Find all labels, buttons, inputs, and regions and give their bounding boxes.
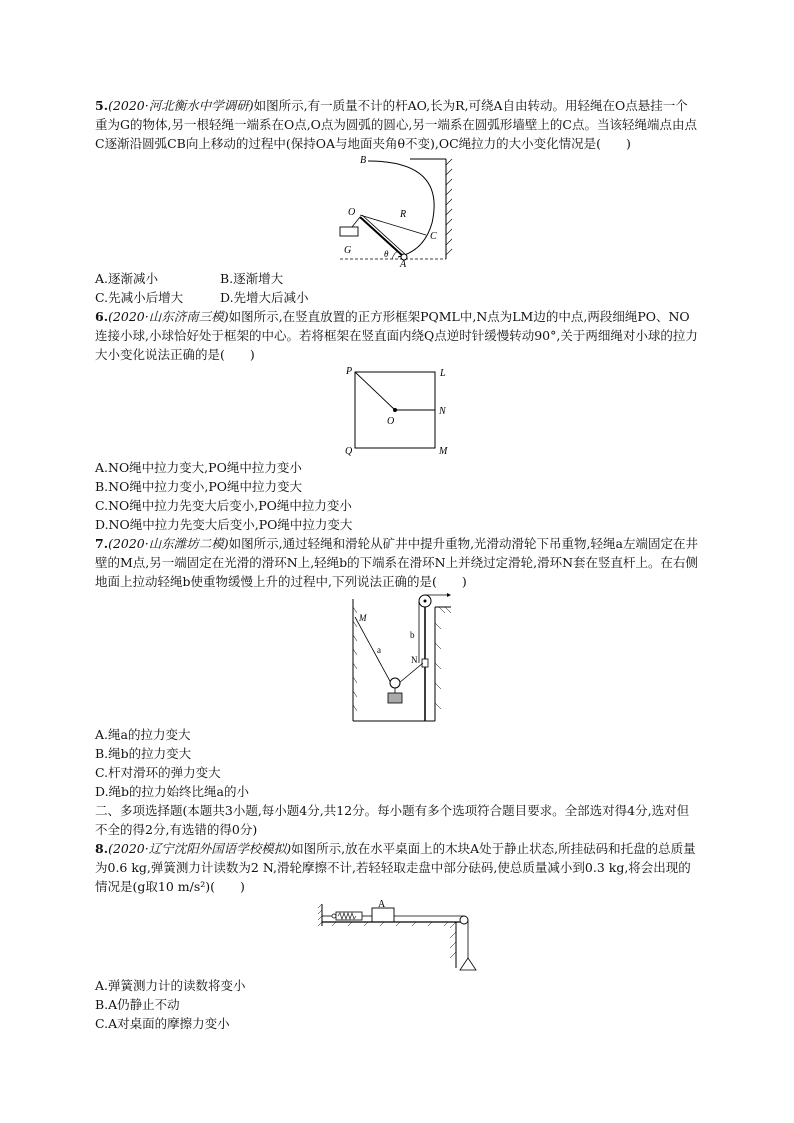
figure-q8-table-spring (318, 898, 478, 974)
q5-options-row1 (95, 269, 700, 288)
question-6 (95, 307, 700, 364)
q6-option-a[interactable]: A.NO绳中拉力变大,PO绳中拉力变小 (95, 460, 302, 475)
question-8 (95, 839, 700, 896)
question-number: 5. (95, 98, 109, 113)
label-B: B (359, 155, 366, 166)
q8-option-c[interactable]: C.A对桌面的摩擦力变小 (95, 1016, 230, 1031)
figure-q5-rod-arc (328, 155, 468, 267)
question-source: (2020·山东济南三模) (108, 309, 229, 324)
label-O: O (386, 416, 394, 427)
question-text: 如图所示,放在水平桌面上的木块A处于静止状态,所挂砝码和托盘的总质量为0.6 kg,弹簧测力计读数为2 N,滑轮摩擦不计,若轻轻取走盘中部分砝码,使总质量减小到0.3 kg,将会出现的情况是(g取10 m/s²)( ) (95, 841, 696, 894)
question-source: (2020·辽宁沈阳外国语学校模拟) (108, 841, 292, 856)
label-Q: Q (344, 446, 352, 456)
question-source: (2020·河北衡水中学调研) (108, 98, 254, 113)
label-M: M (438, 446, 447, 456)
question-number: 7. (95, 536, 109, 551)
question-text: 如图所示,有一质量不计的杆AO,长为R,可绕A自由转动。用轻绳在O点悬挂一个重为G的物体,另一根轻绳一端系在O点,O点为圆弧的圆心,另一端系在圆弧形墙壁上的C点。当该轻绳端点由点C逐渐沿圆弧CB向上移动的过程中(保持OA与地面夹角θ不变),OC绳拉力的大小变化情况是( ) (95, 98, 697, 151)
question-source: (2020·山东潍坊二模) (108, 536, 229, 551)
question-text: 如图所示,在竖直放置的正方形框架PQML中,N点为LM边的中点,两段细绳PO、NO连接小球,小球恰好处于框架的中心。若将框架在竖直面内绕Q点逆时针缓慢转动90°,关于两细绳对小球的拉力大小变化说法正确的是( ) (95, 309, 698, 362)
label-theta: θ (383, 249, 388, 259)
q5-option-c[interactable]: C.先减小后增大 (95, 290, 184, 305)
question-number: 8. (95, 841, 109, 856)
question-5 (95, 96, 700, 153)
label-A: A (377, 899, 385, 910)
q5-option-b[interactable]: B.逐渐增大 (220, 271, 284, 286)
figure-q6-square-frame (343, 366, 453, 456)
label-M: M (358, 613, 366, 623)
question-number: 6. (95, 309, 109, 324)
label-N: N (410, 655, 417, 665)
section-heading: 二、多项选择题(本题共3小题,每小题4分,共12分。每小题有多个选项符合题目要求。全部选对得4分,选对但不全的得2分,有选错的得0分) (95, 803, 690, 837)
q8-option-a[interactable]: A.弹簧测力计的读数将变小 (95, 978, 246, 993)
label-A: A (399, 259, 406, 267)
q5-option-d[interactable]: D.先增大后减小 (220, 290, 309, 305)
q5-option-a[interactable]: A.逐渐减小 (95, 271, 159, 286)
label-P: P (345, 366, 352, 377)
label-R: R (399, 209, 406, 220)
q7-option-b[interactable]: B.绳b的拉力变大 (95, 746, 192, 761)
q7-option-a[interactable]: A.绳a的拉力变大 (95, 727, 191, 742)
label-O: O (347, 207, 355, 218)
q5-options-row2 (95, 288, 700, 307)
label-N: N (438, 406, 446, 417)
q7-option-d[interactable]: D.绳b的拉力始终比绳a的小 (95, 784, 250, 799)
question-7 (95, 534, 700, 591)
q6-option-b[interactable]: B.NO绳中拉力变小,PO绳中拉力变大 (95, 479, 302, 494)
question-text: 如图所示,通过轻绳和滑轮从矿井中提升重物,光滑动滑轮下吊重物,轻绳a左端固定在井壁的M点,另一端固定在光滑的滑环N上,轻绳b的下端系在滑环N上并绕过定滑轮,滑环N套在竖直杆上。在右侧地面上拉动轻绳b使重物缓慢上升的过程中,下列说法正确的是( ) (95, 536, 699, 589)
label-b: b (409, 630, 414, 640)
q6-option-c[interactable]: C.NO绳中拉力先变大后变小,PO绳中拉力变小 (95, 498, 352, 513)
q6-option-d[interactable]: D.NO绳中拉力先变大后变小,PO绳中拉力变大 (95, 517, 353, 532)
q8-option-b[interactable]: B.A仍静止不动 (95, 997, 180, 1012)
q7-option-c[interactable]: C.杆对滑环的弹力变大 (95, 765, 221, 780)
label-a: a (376, 645, 381, 655)
worksheet-page (95, 96, 700, 1033)
label-C: C (429, 231, 437, 242)
label-L: L (439, 368, 446, 379)
figure-q7-mine-pulley (343, 593, 453, 723)
label-G: G (343, 245, 351, 256)
